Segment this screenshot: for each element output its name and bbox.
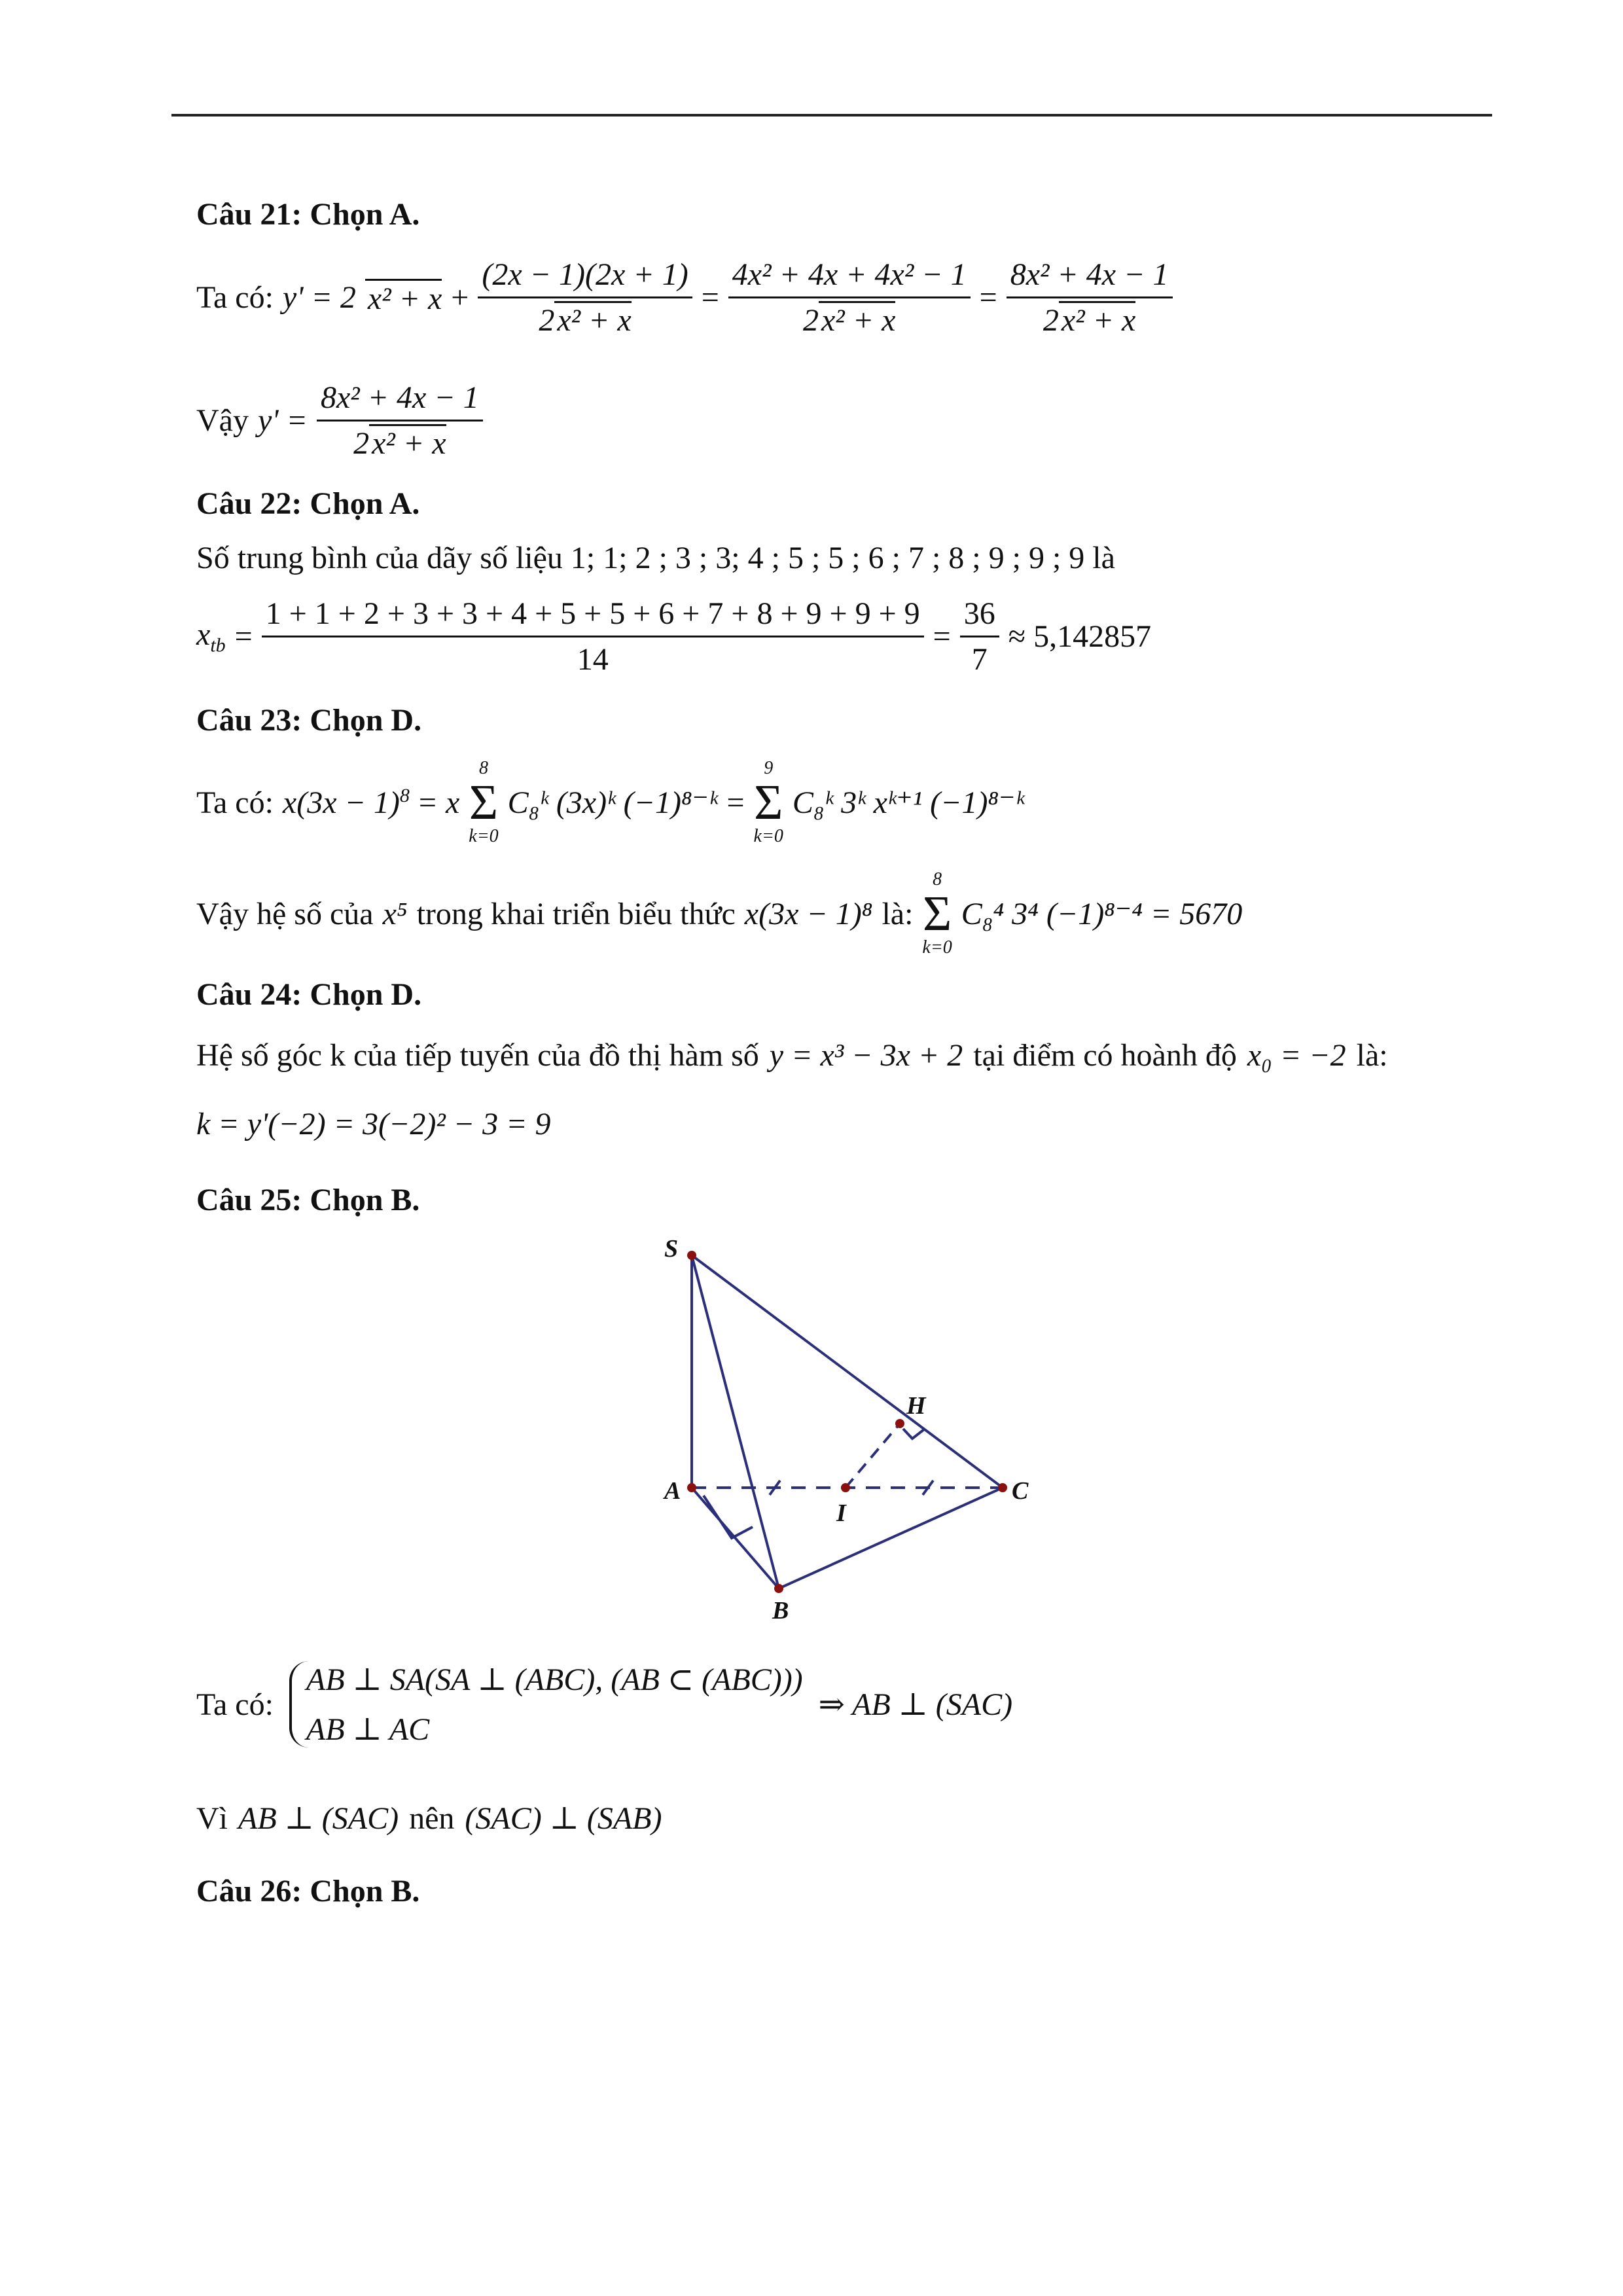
- q23-term3: C₈⁴ 3⁴ (−1)⁸⁻⁴ = 5670: [961, 897, 1243, 931]
- q23-sum2-upper: 9: [764, 758, 774, 778]
- q23-term2: C₈ᵏ 3ᵏ xᵏ⁺¹ (−1)⁸⁻ᵏ: [792, 785, 1024, 820]
- label-a: A: [664, 1477, 681, 1505]
- q25-system: [196, 1661, 1012, 1748]
- q23-expr: x(3x − 1)⁸: [744, 896, 873, 931]
- q21-conclusion: [196, 380, 483, 461]
- q23-sum2: 9 Σ k=0: [753, 758, 783, 846]
- edge-sc: [692, 1255, 1003, 1488]
- q23-sum3: 8 Σ k=0: [922, 869, 952, 958]
- q25-line1: AB ⊥ SA(SA ⊥ (ABC), (AB ⊂ (ABC))): [306, 1662, 803, 1697]
- q23-sum3-upper: 8: [933, 869, 942, 889]
- q21-intro: Ta có:: [196, 280, 274, 315]
- q21-final-lhs: y' =: [257, 403, 308, 438]
- q23-lhs-pow: 8: [399, 784, 410, 806]
- q23-term1: C₈ᵏ (3x)ᵏ (−1)⁸⁻ᵏ: [507, 785, 718, 820]
- point-a: [687, 1483, 696, 1492]
- q24-la: là:: [1356, 1038, 1388, 1073]
- q22-result-num: 36: [960, 596, 999, 637]
- q22-num: 1 + 1 + 2 + 3 + 3 + 4 + 5 + 5 + 6 + 7 + 8 + 9 + 9 + 9: [262, 596, 924, 637]
- segment-ih-dashed: [846, 1424, 900, 1488]
- q24-statement-a: Hệ số góc k của tiếp tuyến của đồ thị hàm số: [196, 1038, 759, 1073]
- point-c: [998, 1483, 1007, 1492]
- q23-intro: Ta có:: [196, 785, 274, 820]
- q25-brace: [289, 1661, 803, 1748]
- point-i: [841, 1483, 850, 1492]
- q25-vi-expr: AB ⊥ (SAC): [238, 1801, 399, 1836]
- label-h: H: [906, 1392, 926, 1420]
- q24-x0: x₀ = −2: [1247, 1038, 1346, 1073]
- q21-final-num: 8x² + 4x − 1: [317, 380, 483, 422]
- q25-vi: Vì: [196, 1801, 228, 1836]
- q25-nen: nên: [409, 1801, 455, 1836]
- q23-conclusion-a: Vậy hệ số của: [196, 896, 374, 931]
- label-i: I: [836, 1499, 846, 1527]
- q25-intro: Ta có:: [196, 1687, 274, 1722]
- point-b: [774, 1584, 783, 1593]
- q21-final-den: x² + x: [369, 424, 446, 461]
- q24-func: y = x³ − 3x + 2: [769, 1038, 963, 1073]
- label-b: B: [772, 1597, 789, 1624]
- q24-statement: [196, 1037, 1388, 1073]
- label-s: S: [664, 1235, 679, 1263]
- point-s: [687, 1251, 696, 1260]
- q22-lhs: [196, 617, 226, 657]
- q23-sum1-lower: k=0: [469, 826, 499, 846]
- q23-lhs: [283, 785, 410, 821]
- label-c: C: [1012, 1477, 1029, 1505]
- q22-lhs-x: x: [196, 617, 211, 652]
- q22-den: 14: [577, 642, 609, 677]
- q21-frac3-num: 8x² + 4x − 1: [1007, 257, 1173, 298]
- heading-q24: Câu 24: Chọn D.: [196, 977, 422, 1012]
- q23-sum1: 8 Σ k=0: [469, 758, 499, 846]
- q21-frac3-den: x² + x: [1059, 301, 1135, 338]
- q22-frac-result: [960, 596, 999, 677]
- heading-q21: Câu 21: Chọn A.: [196, 197, 420, 232]
- q21-equation: Ta có: y' = 2 x² + x + $\frac{(2x - 1)(2x + 1)}{\text{2x² + x}}$ = $\frac{\text{4x² + 4x + 4x² − 1}}{\text{2x² + x}}$ = $\frac{\text{8x² + 4x − 1}}{\text{2x² + x}}$: [196, 257, 1173, 338]
- pyramid-figure: [641, 1230, 1060, 1636]
- q21-frac2-num: 4x² + 4x + 4x² − 1: [728, 257, 971, 298]
- q23-lhs-base: x(3x − 1): [282, 785, 400, 820]
- q22-statement: Số trung bình của dãy số liệu 1; 1; 2 ; 3 ; 3; 4 ; 5 ; 5 ; 6 ; 7 ; 8 ; 9 ; 9 ; 9 là: [196, 541, 1115, 575]
- q23-sum2-lower: k=0: [753, 826, 783, 846]
- q23-conclusion-b: trong khai triển biểu thức: [416, 896, 736, 931]
- q22-approx: ≈ 5,142857: [1008, 619, 1152, 654]
- q24-statement-b: tại điểm có hoành độ: [973, 1038, 1237, 1073]
- header-rule: [171, 114, 1492, 117]
- q23-sum3-lower: k=0: [922, 937, 952, 958]
- q23-sum1-upper: 8: [478, 758, 488, 778]
- q23-equation: Ta có: $x(3x - 1)^8$ = x 8 Σ k=0 C₈ᵏ (3x)ᵏ (−1)⁸⁻ᵏ = 9 Σ k=0 C₈ᵏ 3ᵏ xᵏ⁺¹ (−1)⁸⁻ᵏ: [196, 758, 1024, 846]
- q22-frac-main: [262, 596, 924, 677]
- q25-line2: AB ⊥ AC: [306, 1712, 430, 1747]
- q21-conclusion-text: Vậy: [196, 403, 249, 438]
- q21-frac3: $\frac{\text{8x² + 4x − 1}}{\text{2x² + x}}$: [1007, 257, 1173, 338]
- q25-conclusion: [196, 1800, 662, 1837]
- q25-nen-expr: (SAC) ⊥ (SAB): [465, 1801, 662, 1836]
- q21-frac1-num: (2x − 1)(2x + 1): [478, 257, 692, 298]
- q21-frac2-den: x² + x: [819, 301, 895, 338]
- q21-frac1: $\frac{(2x - 1)(2x + 1)}{\text{2x² + x}}$: [478, 257, 692, 338]
- q24-result: k = y'(−2) = 3(−2)² − 3 = 9: [196, 1107, 551, 1141]
- q21-frac1-den: x² + x: [554, 301, 631, 338]
- q21-sqrt: x² + x: [365, 279, 442, 317]
- q25-implies: ⇒ AB ⊥ (SAC): [818, 1687, 1013, 1722]
- q22-result-den: 7: [971, 642, 988, 677]
- q22-equation: $x_{tb}$ = $\frac{1 + 1 + 2 + 3 + 3 + 4 + 5 + 5 + 6 + 7 + 8 + 9 + 9 + 9}{14}$ = $\frac{36}{7}$ ≈ 5,142857: [196, 596, 1152, 677]
- q22-lhs-sub: tb: [210, 634, 226, 656]
- heading-q26: Câu 26: Chọn B.: [196, 1874, 420, 1909]
- heading-q23: Câu 23: Chọn D.: [196, 703, 422, 738]
- right-angle-a: [704, 1496, 753, 1538]
- point-h: [895, 1419, 904, 1428]
- right-angle-h: [903, 1429, 924, 1439]
- q23-la: là:: [882, 896, 914, 931]
- q21-lhs: y' = 2: [282, 280, 356, 315]
- q21-final-frac: $\frac{\text{8x² + 4x − 1}}{\text{2x² + x}}$: [317, 380, 483, 461]
- q21-frac2: $\frac{\text{4x² + 4x + 4x² − 1}}{\text{2x² + x}}$: [728, 257, 971, 338]
- heading-q25: Câu 25: Chọn B.: [196, 1183, 420, 1217]
- q23-conclusion: [196, 870, 1242, 957]
- heading-q22: Câu 22: Chọn A.: [196, 486, 420, 521]
- edge-bc: [779, 1488, 1003, 1588]
- q23-x5: x⁵: [382, 896, 408, 931]
